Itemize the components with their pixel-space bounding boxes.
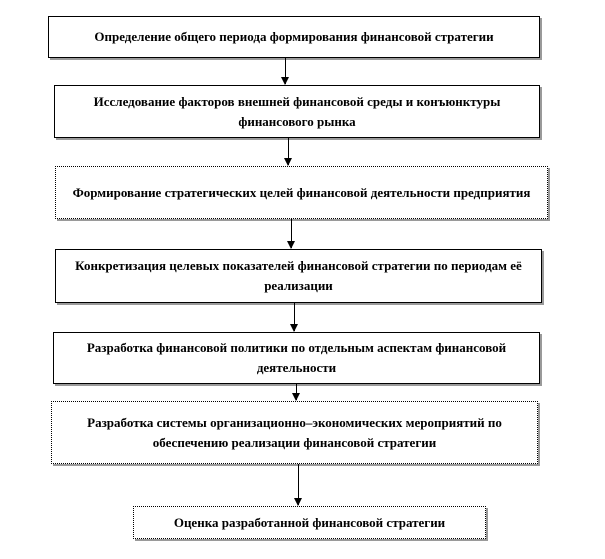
arrow-4 <box>294 303 295 331</box>
step-6-label: Разработка системы организационно–экономических мероприятий по обеспечению реализации финансовой стратегии <box>87 414 502 450</box>
arrow-5 <box>296 384 297 400</box>
step-7-box <box>133 506 486 539</box>
arrow-1 <box>285 58 286 84</box>
step-5-label: Разработка финансовой политики по отдельным аспектам финансовой деятельности <box>86 340 507 375</box>
arrow-2 <box>288 138 289 165</box>
step-2-label: Исследование факторов внешней финансовой среды и конъюнктуры финансового рынка <box>93 93 501 129</box>
step-1-label: Определение общего периода формирования финансовой стратегии <box>94 29 494 44</box>
step-5-box <box>53 332 540 384</box>
step-3-label: Формирование стратегических целей финансовой деятельности предприятия <box>72 184 531 200</box>
step-4-label: Конкретизация целевых показателей финансовой стратегии по периодам её реализации <box>75 258 522 293</box>
step-3-box <box>55 166 548 219</box>
step-4-box <box>55 249 542 303</box>
step-7-label: Оценка разработанной финансовой стратегии <box>173 514 446 530</box>
step-1-box <box>48 16 540 58</box>
step-6-box <box>51 401 538 464</box>
arrow-6 <box>298 464 299 505</box>
step-2-box <box>54 85 540 138</box>
arrow-3 <box>291 219 292 248</box>
